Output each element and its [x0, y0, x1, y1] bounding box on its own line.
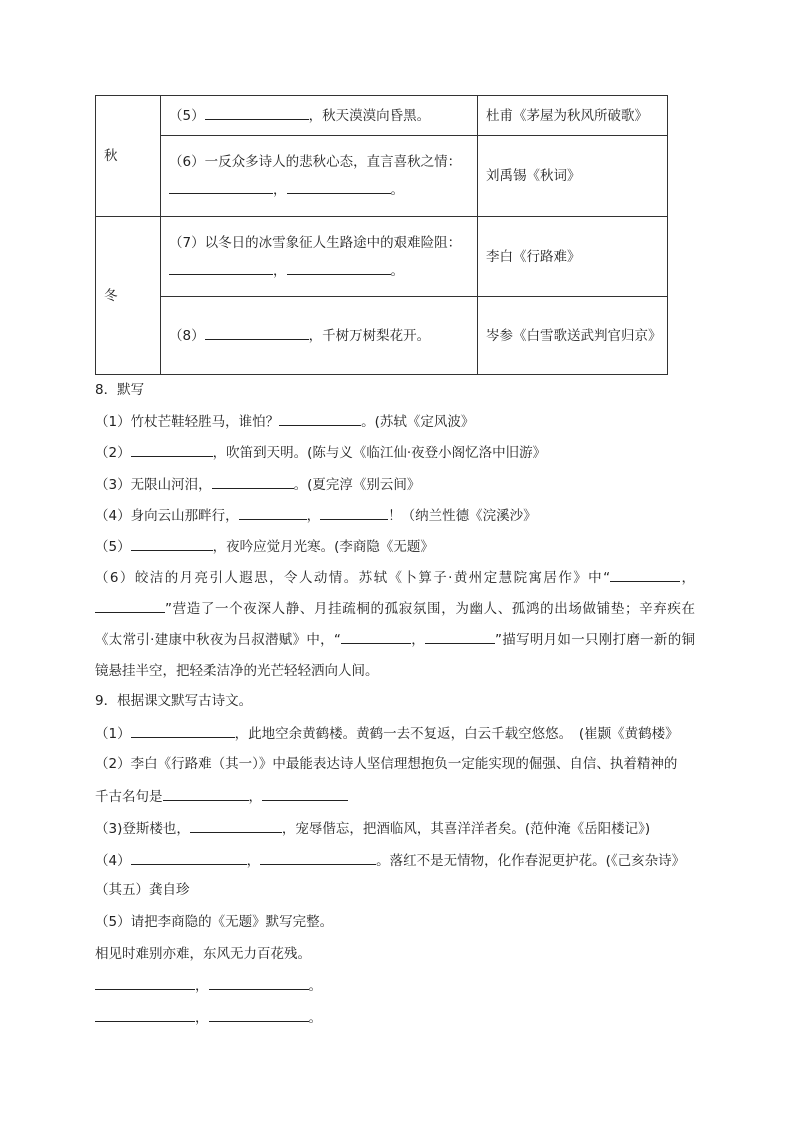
prompt-cell: （6）一反众多诗人的悲秋心态，直言喜秋之情：， 。 — [161, 136, 478, 217]
answer-blank[interactable] — [163, 786, 249, 801]
question-8-item-4: （4）身向云山那畔行， ， ！（纳兰性德《浣溪沙》 — [95, 505, 537, 526]
answer-blank[interactable] — [131, 442, 213, 457]
question-9-item-3: （3)登斯楼也， ，宠辱偕忘，把酒临风，其喜洋洋者矣。(范仲淹《岳阳楼记》) — [95, 818, 650, 839]
answer-blank[interactable] — [341, 629, 411, 644]
answer-blank[interactable] — [320, 505, 388, 520]
question-8-title: 8．默写 — [95, 382, 145, 398]
question-9-item-2-line-2: 千古名句是 ， — [95, 786, 348, 807]
table-row — [96, 96, 668, 136]
question-8-item-2: （2） ，吹笛到天明。(陈与义《临江仙·夜登小阁忆洛中旧游》 — [95, 442, 546, 463]
question-8-item-3: （3）无限山河泪， 。(夏完淳《别云间》 — [95, 474, 420, 495]
poetry-season-table — [95, 95, 668, 375]
source-cell: 刘禹锡《秋词》 — [478, 136, 668, 217]
source-cell: 岑参《白雪歌送武判官归京》 — [478, 297, 668, 375]
answer-blank[interactable] — [610, 567, 680, 582]
question-9-item-4: （4） ， 。落红不是无情物，化作春泥更护花。(《己亥杂诗》 — [95, 850, 685, 871]
answer-blank[interactable] — [95, 1007, 195, 1022]
table-row — [96, 217, 668, 297]
question-9-item-4-author: （其五）龚自珍 — [95, 882, 190, 898]
answer-blank[interactable] — [169, 179, 273, 194]
answer-blank[interactable] — [131, 536, 213, 551]
source-cell: 李白《行路难》 — [478, 217, 668, 297]
answer-blank[interactable] — [95, 598, 165, 613]
answer-blank[interactable] — [425, 629, 495, 644]
answer-blank[interactable] — [205, 325, 309, 340]
answer-blank[interactable] — [131, 723, 235, 738]
prompt-cell: （7）以冬日的冰雪象征人生路途中的艰难险阻：， 。 — [161, 217, 478, 297]
answer-blank[interactable] — [131, 850, 247, 865]
table-row — [96, 297, 668, 375]
question-9-item-2-line-1: （2）李白《行路难（其一）》中最能表达诗人坚信理想抱负一定能实现的倔强、自信、执着精神的 — [95, 756, 678, 772]
answer-blank[interactable] — [209, 1007, 309, 1022]
question-9-title: 9．根据课文默写古诗文。 — [95, 693, 253, 709]
answer-blank[interactable] — [169, 260, 273, 275]
answer-blank[interactable] — [205, 105, 309, 120]
question-8-item-6: （6）皎洁的月亮引人遐思，令人动情。苏轼《卜算子·黄州定慧院寓居作》中“ ，”营造了一个夜深人静、月挂疏桐的孤寂氛围，为幽人、孤鸿的出场做铺垫；辛弃疾在《太常引·建康中秋夜为吕叔潜赋》中，“ ， ”描写明月如一只刚打磨一新的铜镜悬挂半空，把轻柔洁净的光芒轻轻洒向人间。 — [95, 563, 695, 687]
poem-line: 相见时难别亦难，东风无力百花残。 — [95, 946, 311, 962]
question-9-item-5-title: （5）请把李商隐的《无题》默写完整。 — [95, 914, 334, 930]
answer-blank[interactable] — [262, 786, 348, 801]
answer-blank[interactable] — [239, 505, 307, 520]
source-cell: 杜甫《茅屋为秋风所破歌》 — [478, 96, 668, 136]
poem-blank-line: ， 。 — [95, 1007, 322, 1028]
poem-blank-line: ， 。 — [95, 975, 322, 996]
season-cell-winter: 冬 — [96, 217, 161, 375]
question-9-item-1: （1） ，此地空余黄鹤楼。黄鹤一去不复返，白云千载空悠悠。 (崔颢《黄鹤楼》 — [95, 723, 679, 744]
answer-blank[interactable] — [95, 975, 195, 990]
question-8-item-1: （1）竹杖芒鞋轻胜马，谁怕？ 。(苏轼《定风波》 — [95, 411, 474, 432]
table-row — [96, 136, 668, 217]
prompt-cell: （8） ，千树万树梨花开。 — [161, 297, 478, 375]
season-cell-autumn: 秋 — [96, 96, 161, 217]
answer-blank[interactable] — [212, 474, 294, 489]
question-8-item-5: （5） ，夜吟应觉月光寒。(李商隐《无题》 — [95, 536, 434, 557]
answer-blank[interactable] — [279, 411, 361, 426]
answer-blank[interactable] — [190, 818, 282, 833]
answer-blank[interactable] — [287, 260, 391, 275]
prompt-cell: （5） ，秋天漠漠向昏黑。 — [161, 96, 478, 136]
answer-blank[interactable] — [260, 850, 376, 865]
answer-blank[interactable] — [287, 179, 391, 194]
answer-blank[interactable] — [209, 975, 309, 990]
